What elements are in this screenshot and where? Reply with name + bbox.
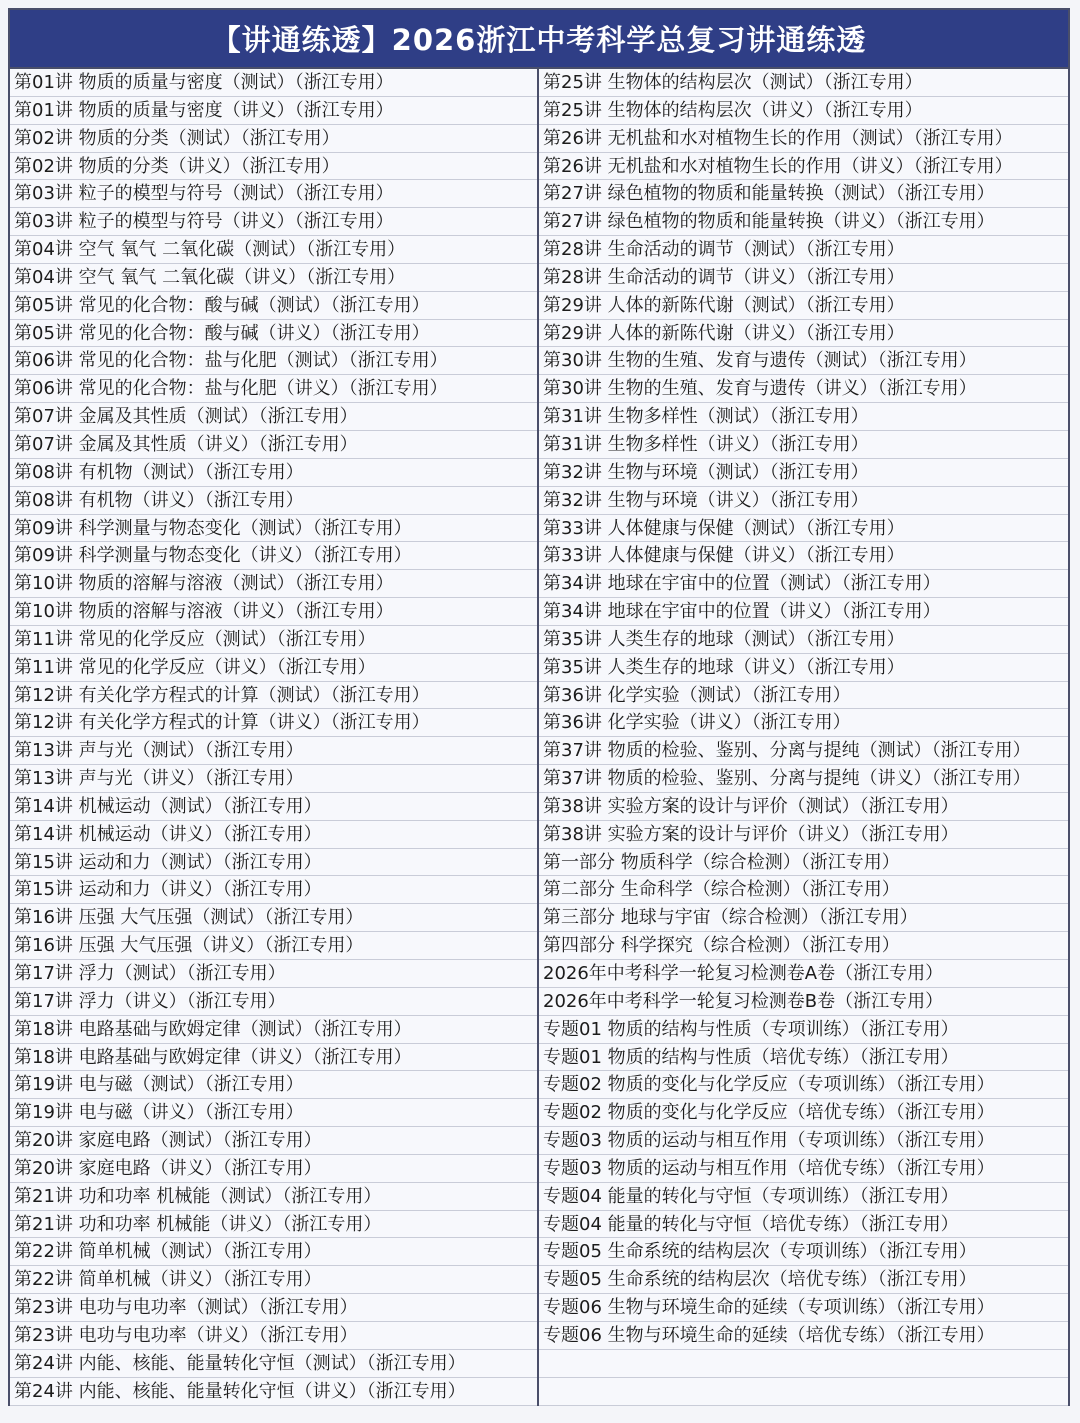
- list-item: 第33讲 人体健康与保健（测试）（浙江专用）: [539, 515, 1068, 543]
- list-item: 第06讲 常见的化合物：盐与化肥（测试）（浙江专用）: [10, 347, 537, 375]
- list-item: 第15讲 运动和力（测试）（浙江专用）: [10, 849, 537, 877]
- list-item: 专题01 物质的结构与性质（培优专练）（浙江专用）: [539, 1044, 1068, 1072]
- list-item: 第21讲 功和功率 机械能（测试）（浙江专用）: [10, 1183, 537, 1211]
- list-item: 第二部分 生命科学（综合检测）（浙江专用）: [539, 876, 1068, 904]
- list-item: 第10讲 物质的溶解与溶液（讲义）（浙江专用）: [10, 598, 537, 626]
- list-item: 第19讲 电与磁（讲义）（浙江专用）: [10, 1099, 537, 1127]
- list-item: 第13讲 声与光（讲义）（浙江专用）: [10, 765, 537, 793]
- list-item: 2026年中考科学一轮复习检测卷A卷（浙江专用）: [539, 960, 1068, 988]
- list-item: [539, 1378, 1068, 1406]
- list-item: 第12讲 有关化学方程式的计算（测试）（浙江专用）: [10, 682, 537, 710]
- list-item: 第18讲 电路基础与欧姆定律（讲义）（浙江专用）: [10, 1044, 537, 1072]
- list-item: 第07讲 金属及其性质（测试）（浙江专用）: [10, 403, 537, 431]
- left-column: [10, 69, 539, 1406]
- list-item: 第四部分 科学探究（综合检测）（浙江专用）: [539, 932, 1068, 960]
- list-item: 第20讲 家庭电路（测试）（浙江专用）: [10, 1127, 537, 1155]
- list-item: [539, 1350, 1068, 1378]
- list-item: 专题02 物质的变化与化学反应（培优专练）（浙江专用）: [539, 1099, 1068, 1127]
- catalog-columns: [10, 69, 1068, 1406]
- list-item: 第30讲 生物的生殖、发育与遗传（测试）（浙江专用）: [539, 347, 1068, 375]
- list-item: 第38讲 实验方案的设计与评价（讲义）（浙江专用）: [539, 821, 1068, 849]
- list-item: 第22讲 简单机械（讲义）（浙江专用）: [10, 1266, 537, 1294]
- list-item: 2026年中考科学一轮复习检测卷B卷（浙江专用）: [539, 988, 1068, 1016]
- list-item: 专题05 生命系统的结构层次（专项训练）（浙江专用）: [539, 1238, 1068, 1266]
- list-item: 专题02 物质的变化与化学反应（专项训练）（浙江专用）: [539, 1071, 1068, 1099]
- list-item: 第34讲 地球在宇宙中的位置（讲义）（浙江专用）: [539, 598, 1068, 626]
- list-item: 第08讲 有机物（讲义）（浙江专用）: [10, 487, 537, 515]
- page-title: 【讲通练透】2026浙江中考科学总复习讲通练透: [10, 10, 1068, 69]
- list-item: 第29讲 人体的新陈代谢（讲义）（浙江专用）: [539, 320, 1068, 348]
- list-item: 第03讲 粒子的模型与符号（讲义）（浙江专用）: [10, 208, 537, 236]
- list-item: 第29讲 人体的新陈代谢（测试）（浙江专用）: [539, 292, 1068, 320]
- list-item: 第05讲 常见的化合物：酸与碱（讲义）（浙江专用）: [10, 320, 537, 348]
- list-item: 第28讲 生命活动的调节（测试）（浙江专用）: [539, 236, 1068, 264]
- list-item: 第04讲 空气 氧气 二氧化碳（讲义）（浙江专用）: [10, 264, 537, 292]
- list-item: 第09讲 科学测量与物态变化（测试）（浙江专用）: [10, 515, 537, 543]
- list-item: 第21讲 功和功率 机械能（讲义）（浙江专用）: [10, 1211, 537, 1239]
- list-item: 第30讲 生物的生殖、发育与遗传（讲义）（浙江专用）: [539, 375, 1068, 403]
- list-item: 第07讲 金属及其性质（讲义）（浙江专用）: [10, 431, 537, 459]
- list-item: 第37讲 物质的检验、鉴别、分离与提纯（测试）（浙江专用）: [539, 737, 1068, 765]
- list-item: 第18讲 电路基础与欧姆定律（测试）（浙江专用）: [10, 1016, 537, 1044]
- list-item: 第22讲 简单机械（测试）（浙江专用）: [10, 1238, 537, 1266]
- list-item: 第13讲 声与光（测试）（浙江专用）: [10, 737, 537, 765]
- list-item: 第17讲 浮力（讲义）（浙江专用）: [10, 988, 537, 1016]
- catalog-sheet: [8, 8, 1070, 1406]
- list-item: 第09讲 科学测量与物态变化（讲义）（浙江专用）: [10, 542, 537, 570]
- list-item: 专题01 物质的结构与性质（专项训练）（浙江专用）: [539, 1016, 1068, 1044]
- list-item: 专题05 生命系统的结构层次（培优专练）（浙江专用）: [539, 1266, 1068, 1294]
- list-item: 第01讲 物质的质量与密度（测试）（浙江专用）: [10, 69, 537, 97]
- list-item: 专题04 能量的转化与守恒（专项训练）（浙江专用）: [539, 1183, 1068, 1211]
- list-item: 第14讲 机械运动（讲义）（浙江专用）: [10, 821, 537, 849]
- list-item: 第34讲 地球在宇宙中的位置（测试）（浙江专用）: [539, 570, 1068, 598]
- list-item: 第24讲 内能、核能、能量转化守恒（讲义）（浙江专用）: [10, 1378, 537, 1406]
- list-item: 第35讲 人类生存的地球（测试）（浙江专用）: [539, 626, 1068, 654]
- list-item: 第24讲 内能、核能、能量转化守恒（测试）（浙江专用）: [10, 1350, 537, 1378]
- list-item: 第26讲 无机盐和水对植物生长的作用（讲义）（浙江专用）: [539, 153, 1068, 181]
- list-item: 第01讲 物质的质量与密度（讲义）（浙江专用）: [10, 97, 537, 125]
- list-item: 第25讲 生物体的结构层次（讲义）（浙江专用）: [539, 97, 1068, 125]
- list-item: 第23讲 电功与电功率（测试）（浙江专用）: [10, 1294, 537, 1322]
- list-item: 专题06 生物与环境生命的延续（培优专练）（浙江专用）: [539, 1322, 1068, 1350]
- list-item: 第04讲 空气 氧气 二氧化碳（测试）（浙江专用）: [10, 236, 537, 264]
- list-item: 第38讲 实验方案的设计与评价（测试）（浙江专用）: [539, 793, 1068, 821]
- list-item: 第28讲 生命活动的调节（讲义）（浙江专用）: [539, 264, 1068, 292]
- list-item: 第25讲 生物体的结构层次（测试）（浙江专用）: [539, 69, 1068, 97]
- list-item: 专题03 物质的运动与相互作用（培优专练）（浙江专用）: [539, 1155, 1068, 1183]
- list-item: 第32讲 生物与环境（讲义）（浙江专用）: [539, 487, 1068, 515]
- list-item: 第20讲 家庭电路（讲义）（浙江专用）: [10, 1155, 537, 1183]
- list-item: 第03讲 粒子的模型与符号（测试）（浙江专用）: [10, 180, 537, 208]
- list-item: 第36讲 化学实验（讲义）（浙江专用）: [539, 709, 1068, 737]
- list-item: 第10讲 物质的溶解与溶液（测试）（浙江专用）: [10, 570, 537, 598]
- list-item: 第一部分 物质科学（综合检测）（浙江专用）: [539, 849, 1068, 877]
- list-item: 第05讲 常见的化合物：酸与碱（测试）（浙江专用）: [10, 292, 537, 320]
- list-item: 第02讲 物质的分类（讲义）（浙江专用）: [10, 153, 537, 181]
- list-item: 第08讲 有机物（测试）（浙江专用）: [10, 459, 537, 487]
- list-item: 第11讲 常见的化学反应（讲义）（浙江专用）: [10, 654, 537, 682]
- list-item: 第16讲 压强 大气压强（测试）（浙江专用）: [10, 904, 537, 932]
- list-item: 第15讲 运动和力（讲义）（浙江专用）: [10, 876, 537, 904]
- list-item: 第19讲 电与磁（测试）（浙江专用）: [10, 1071, 537, 1099]
- list-item: 第06讲 常见的化合物：盐与化肥（讲义）（浙江专用）: [10, 375, 537, 403]
- right-column: [539, 69, 1068, 1406]
- list-item: 第32讲 生物与环境（测试）（浙江专用）: [539, 459, 1068, 487]
- list-item: 专题06 生物与环境生命的延续（专项训练）（浙江专用）: [539, 1294, 1068, 1322]
- list-item: 第16讲 压强 大气压强（讲义）（浙江专用）: [10, 932, 537, 960]
- list-item: 第35讲 人类生存的地球（讲义）（浙江专用）: [539, 654, 1068, 682]
- list-item: 第36讲 化学实验（测试）（浙江专用）: [539, 682, 1068, 710]
- list-item: 第31讲 生物多样性（讲义）（浙江专用）: [539, 431, 1068, 459]
- list-item: 第17讲 浮力（测试）（浙江专用）: [10, 960, 537, 988]
- list-item: 专题04 能量的转化与守恒（培优专练）（浙江专用）: [539, 1211, 1068, 1239]
- list-item: 第37讲 物质的检验、鉴别、分离与提纯（讲义）（浙江专用）: [539, 765, 1068, 793]
- list-item: 第02讲 物质的分类（测试）（浙江专用）: [10, 125, 537, 153]
- list-item: 第31讲 生物多样性（测试）（浙江专用）: [539, 403, 1068, 431]
- list-item: 专题03 物质的运动与相互作用（专项训练）（浙江专用）: [539, 1127, 1068, 1155]
- list-item: 第14讲 机械运动（测试）（浙江专用）: [10, 793, 537, 821]
- list-item: 第27讲 绿色植物的物质和能量转换（讲义）（浙江专用）: [539, 208, 1068, 236]
- list-item: 第26讲 无机盐和水对植物生长的作用（测试）（浙江专用）: [539, 125, 1068, 153]
- list-item: 第33讲 人体健康与保健（讲义）（浙江专用）: [539, 542, 1068, 570]
- list-item: 第23讲 电功与电功率（讲义）（浙江专用）: [10, 1322, 537, 1350]
- list-item: 第11讲 常见的化学反应（测试）（浙江专用）: [10, 626, 537, 654]
- list-item: 第27讲 绿色植物的物质和能量转换（测试）（浙江专用）: [539, 180, 1068, 208]
- list-item: 第三部分 地球与宇宙（综合检测）（浙江专用）: [539, 904, 1068, 932]
- list-item: 第12讲 有关化学方程式的计算（讲义）（浙江专用）: [10, 709, 537, 737]
